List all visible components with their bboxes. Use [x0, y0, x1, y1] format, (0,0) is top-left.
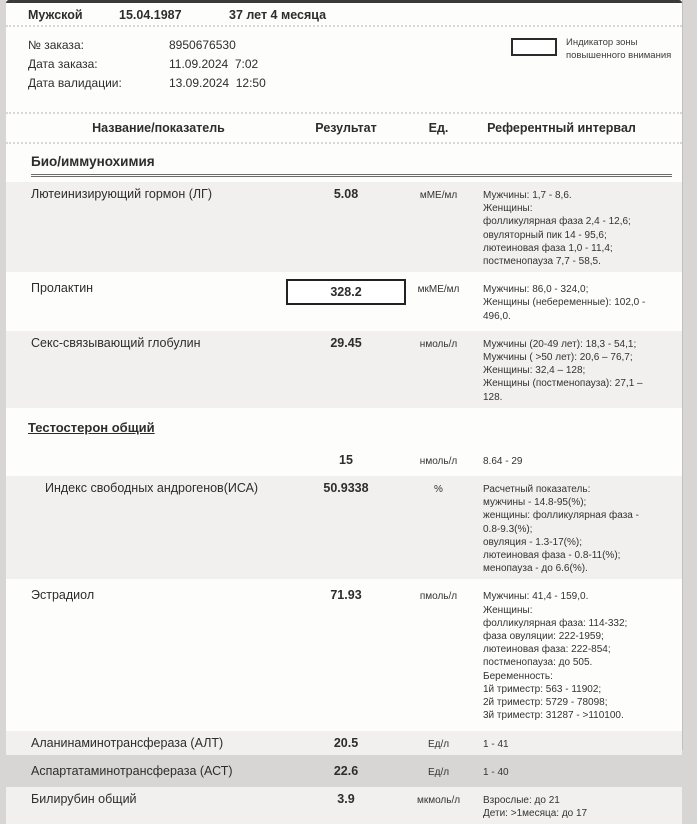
test-name: Индекс свободных андрогенов(ИСА) — [45, 481, 259, 496]
test-result — [286, 336, 406, 404]
patient-birth-date: 15.04.1987 — [119, 8, 182, 22]
attention-zone-legend — [511, 36, 686, 62]
test-name — [31, 453, 286, 468]
reference-line: Женщины: — [483, 604, 533, 616]
result-value: 20.5 — [333, 735, 359, 750]
reference-line: лютеиновая фаза - 0.8-11(%); — [483, 550, 621, 562]
table-row — [6, 787, 682, 824]
reference-interval — [471, 187, 652, 268]
subsection-title: Тестостерон общий — [28, 419, 155, 435]
table-row — [6, 583, 682, 726]
test-result — [286, 453, 406, 468]
test-result — [286, 792, 406, 820]
column-header-name: Название/показатель — [92, 121, 225, 135]
reference-line: Дети: >1месяца: до 17 — [483, 808, 588, 820]
reference-line: 1 - 40 — [483, 766, 509, 778]
column-header-result: Результат — [315, 121, 377, 135]
order-date-label: Дата заказа: — [28, 57, 98, 71]
result-value: 22.6 — [333, 763, 359, 778]
table-row — [6, 182, 682, 272]
reference-interval — [471, 281, 652, 323]
test-result — [286, 764, 406, 779]
reference-line: фолликулярная фаза: 114-332; — [483, 617, 628, 629]
reference-line: фаза овуляции: 222-1959; — [483, 631, 604, 643]
attention-zone-legend-text — [566, 36, 686, 62]
validation-date-label: Дата валидации: — [28, 76, 122, 90]
reference-line: 2й триместр: 5729 - 78098; — [483, 697, 608, 709]
table-row — [6, 476, 682, 579]
test-name: Пролактин — [31, 281, 94, 296]
reference-line: Женщины: 32,4 – 128; — [483, 365, 586, 377]
table-header-row — [6, 112, 682, 144]
reference-interval — [471, 336, 652, 404]
reference-line: постменопауза: до 505. — [483, 657, 593, 669]
test-name: Эстрадиол — [31, 588, 95, 603]
table-row — [6, 731, 682, 755]
reference-line: Взрослые: до 21 — [483, 794, 560, 806]
reference-line: Беременность: — [483, 670, 553, 682]
table-row — [6, 448, 682, 472]
result-value: 50.9338 — [323, 481, 369, 496]
order-info-block — [6, 27, 682, 112]
reference-line: постменопауза 7,7 - 58,5. — [483, 256, 601, 268]
test-unit: мкмоль/л — [416, 794, 461, 806]
test-result — [286, 736, 406, 751]
reference-line: Мужчины ( >50 лет): 20,6 – 76,7; — [483, 352, 633, 364]
reference-line: фолликулярная фаза 2,4 - 12,6; — [483, 216, 631, 228]
test-unit: % — [434, 484, 443, 496]
reference-line: 0.8-9.3(%); — [483, 523, 533, 535]
reference-line: Женщины (постменопауза): 27,1 – 128. — [483, 378, 643, 403]
lab-report-page — [6, 0, 683, 820]
reference-line: Мужчины: 86,0 - 324,0; — [483, 284, 589, 296]
result-value: 71.93 — [330, 588, 362, 603]
test-result — [286, 187, 406, 268]
reference-line: Мужчины: 1,7 - 8,6. — [483, 190, 572, 201]
patient-age: 37 лет 4 месяца — [229, 8, 327, 22]
test-name: Аланинаминотрансфераза (АЛТ) — [31, 735, 224, 750]
table-row — [6, 276, 682, 327]
reference-interval — [471, 481, 652, 575]
results-table-body — [6, 177, 682, 824]
result-value: 5.08 — [333, 187, 359, 201]
validation-date-value: 13.09.2024 12:50 — [169, 76, 266, 90]
reference-line: лютеиновая фаза 1,0 - 11,4; — [483, 242, 613, 254]
attention-zone-sample-box — [511, 38, 557, 56]
test-unit: Ед/л — [427, 738, 450, 750]
validation-date-line — [6, 74, 682, 93]
test-name: Лютеинизирующий гормон (ЛГ) — [31, 187, 212, 201]
test-result — [286, 481, 406, 575]
order-number-value: 8950676530 — [169, 38, 236, 52]
reference-interval — [471, 453, 652, 468]
reference-line: 1й триместр: 563 - 11902; — [483, 683, 602, 695]
test-unit: нмоль/л — [419, 338, 458, 350]
reference-interval — [471, 792, 652, 820]
test-unit: мМЕ/мл — [419, 190, 458, 201]
reference-line: Мужчины (20-49 лет): 18,3 - 54,1; — [483, 338, 637, 350]
column-header-reference: Референтный интервал — [487, 121, 636, 135]
reference-line: 3й триместр: 31287 - >110100. — [483, 710, 624, 722]
test-name: Билирубин общий — [31, 791, 137, 806]
test-unit: Ед/л — [427, 766, 450, 778]
result-value: 3.9 — [337, 791, 355, 806]
reference-interval — [471, 588, 652, 722]
table-row — [6, 759, 682, 783]
legend-line1: Индикатор зоны — [566, 37, 638, 48]
reference-line: Мужчины: 41,4 - 159,0. — [483, 591, 589, 603]
reference-line: лютеиновая фаза: 222-854; — [483, 644, 611, 656]
order-date-value: 11.09.2024 7:02 — [169, 57, 259, 71]
test-result — [286, 588, 406, 722]
test-unit: пмоль/л — [419, 591, 458, 603]
reference-line: овуляторный пик 14 - 95,6; — [483, 229, 607, 241]
reference-line: овуляция - 1.3-17(%); — [483, 536, 582, 548]
reference-line: мужчины - 14.8-95(%); — [483, 497, 587, 509]
legend-line2: повышенного внимания — [566, 50, 672, 61]
test-unit: нмоль/л — [419, 455, 458, 467]
reference-line: женщины: фолликулярная фаза - — [483, 510, 639, 522]
test-name: Аспартатаминотрансфераза (АСТ) — [31, 763, 233, 778]
result-value: 15 — [339, 452, 353, 467]
patient-gender: Мужской — [28, 8, 83, 22]
test-name: Секс-связывающий глобулин — [31, 335, 201, 350]
patient-header — [6, 3, 682, 25]
section-title: Био/иммунохимия — [31, 154, 672, 177]
reference-line: Женщины: — [483, 203, 533, 215]
reference-line: 8.64 - 29 — [483, 455, 523, 467]
column-header-unit: Ед. — [428, 121, 449, 135]
test-unit: мкМЕ/мл — [417, 284, 460, 296]
reference-line: Расчетный показатель: — [483, 484, 591, 496]
reference-interval — [471, 736, 652, 751]
attention-zone-box: 328.2 — [286, 279, 406, 305]
reference-line: Женщины (небеременные): 102,0 - — [483, 297, 646, 309]
table-row — [6, 331, 682, 408]
reference-interval — [471, 764, 652, 779]
reference-line: 496,0. — [483, 310, 511, 322]
reference-line: 1 - 41 — [483, 738, 509, 750]
order-number-label: № заказа: — [28, 38, 84, 52]
test-result — [286, 281, 406, 323]
result-value: 29.45 — [330, 335, 362, 350]
reference-line: менопауза - до 6.6(%). — [483, 563, 588, 575]
